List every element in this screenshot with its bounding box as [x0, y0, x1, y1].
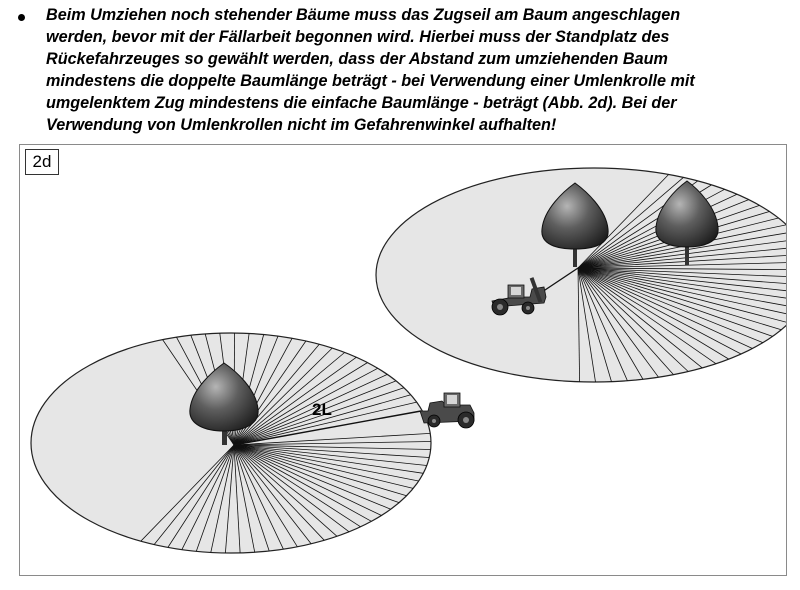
- figure-2d: [19, 144, 787, 576]
- instruction-line: umgelenktem Zug mindestens die einfache Baumlänge - beträgt (Abb. 2d). Bei der: [46, 94, 677, 112]
- instruction-line: mindestens die doppelte Baumlänge beträgt - bei Verwendung einer Umlenkrolle mit: [46, 72, 695, 90]
- instruction-line: Beim Umziehen noch stehender Bäume muss das Zugseil am Baum angeschlagen: [46, 6, 681, 24]
- distance-label-2l: 2L: [312, 400, 332, 419]
- instruction-line: Verwendung von Umlenkrollen nicht im Gefahrenwinkel aufhalten!: [46, 116, 557, 134]
- figure-label: 2d: [25, 149, 59, 175]
- instruction-text: [46, 4, 798, 136]
- instruction-line: werden, bevor mit der Fällarbeit begonnen wird. Hierbei muss der Standplatz des: [46, 28, 670, 46]
- felling-illustration: [20, 145, 787, 576]
- danger-zone-left: [31, 333, 431, 553]
- instruction-line: Rückefahrzeuges so gewählt werden, dass der Abstand zum umziehenden Baum: [46, 50, 668, 68]
- tractor-left: [420, 393, 474, 428]
- bullet-icon: [18, 14, 25, 21]
